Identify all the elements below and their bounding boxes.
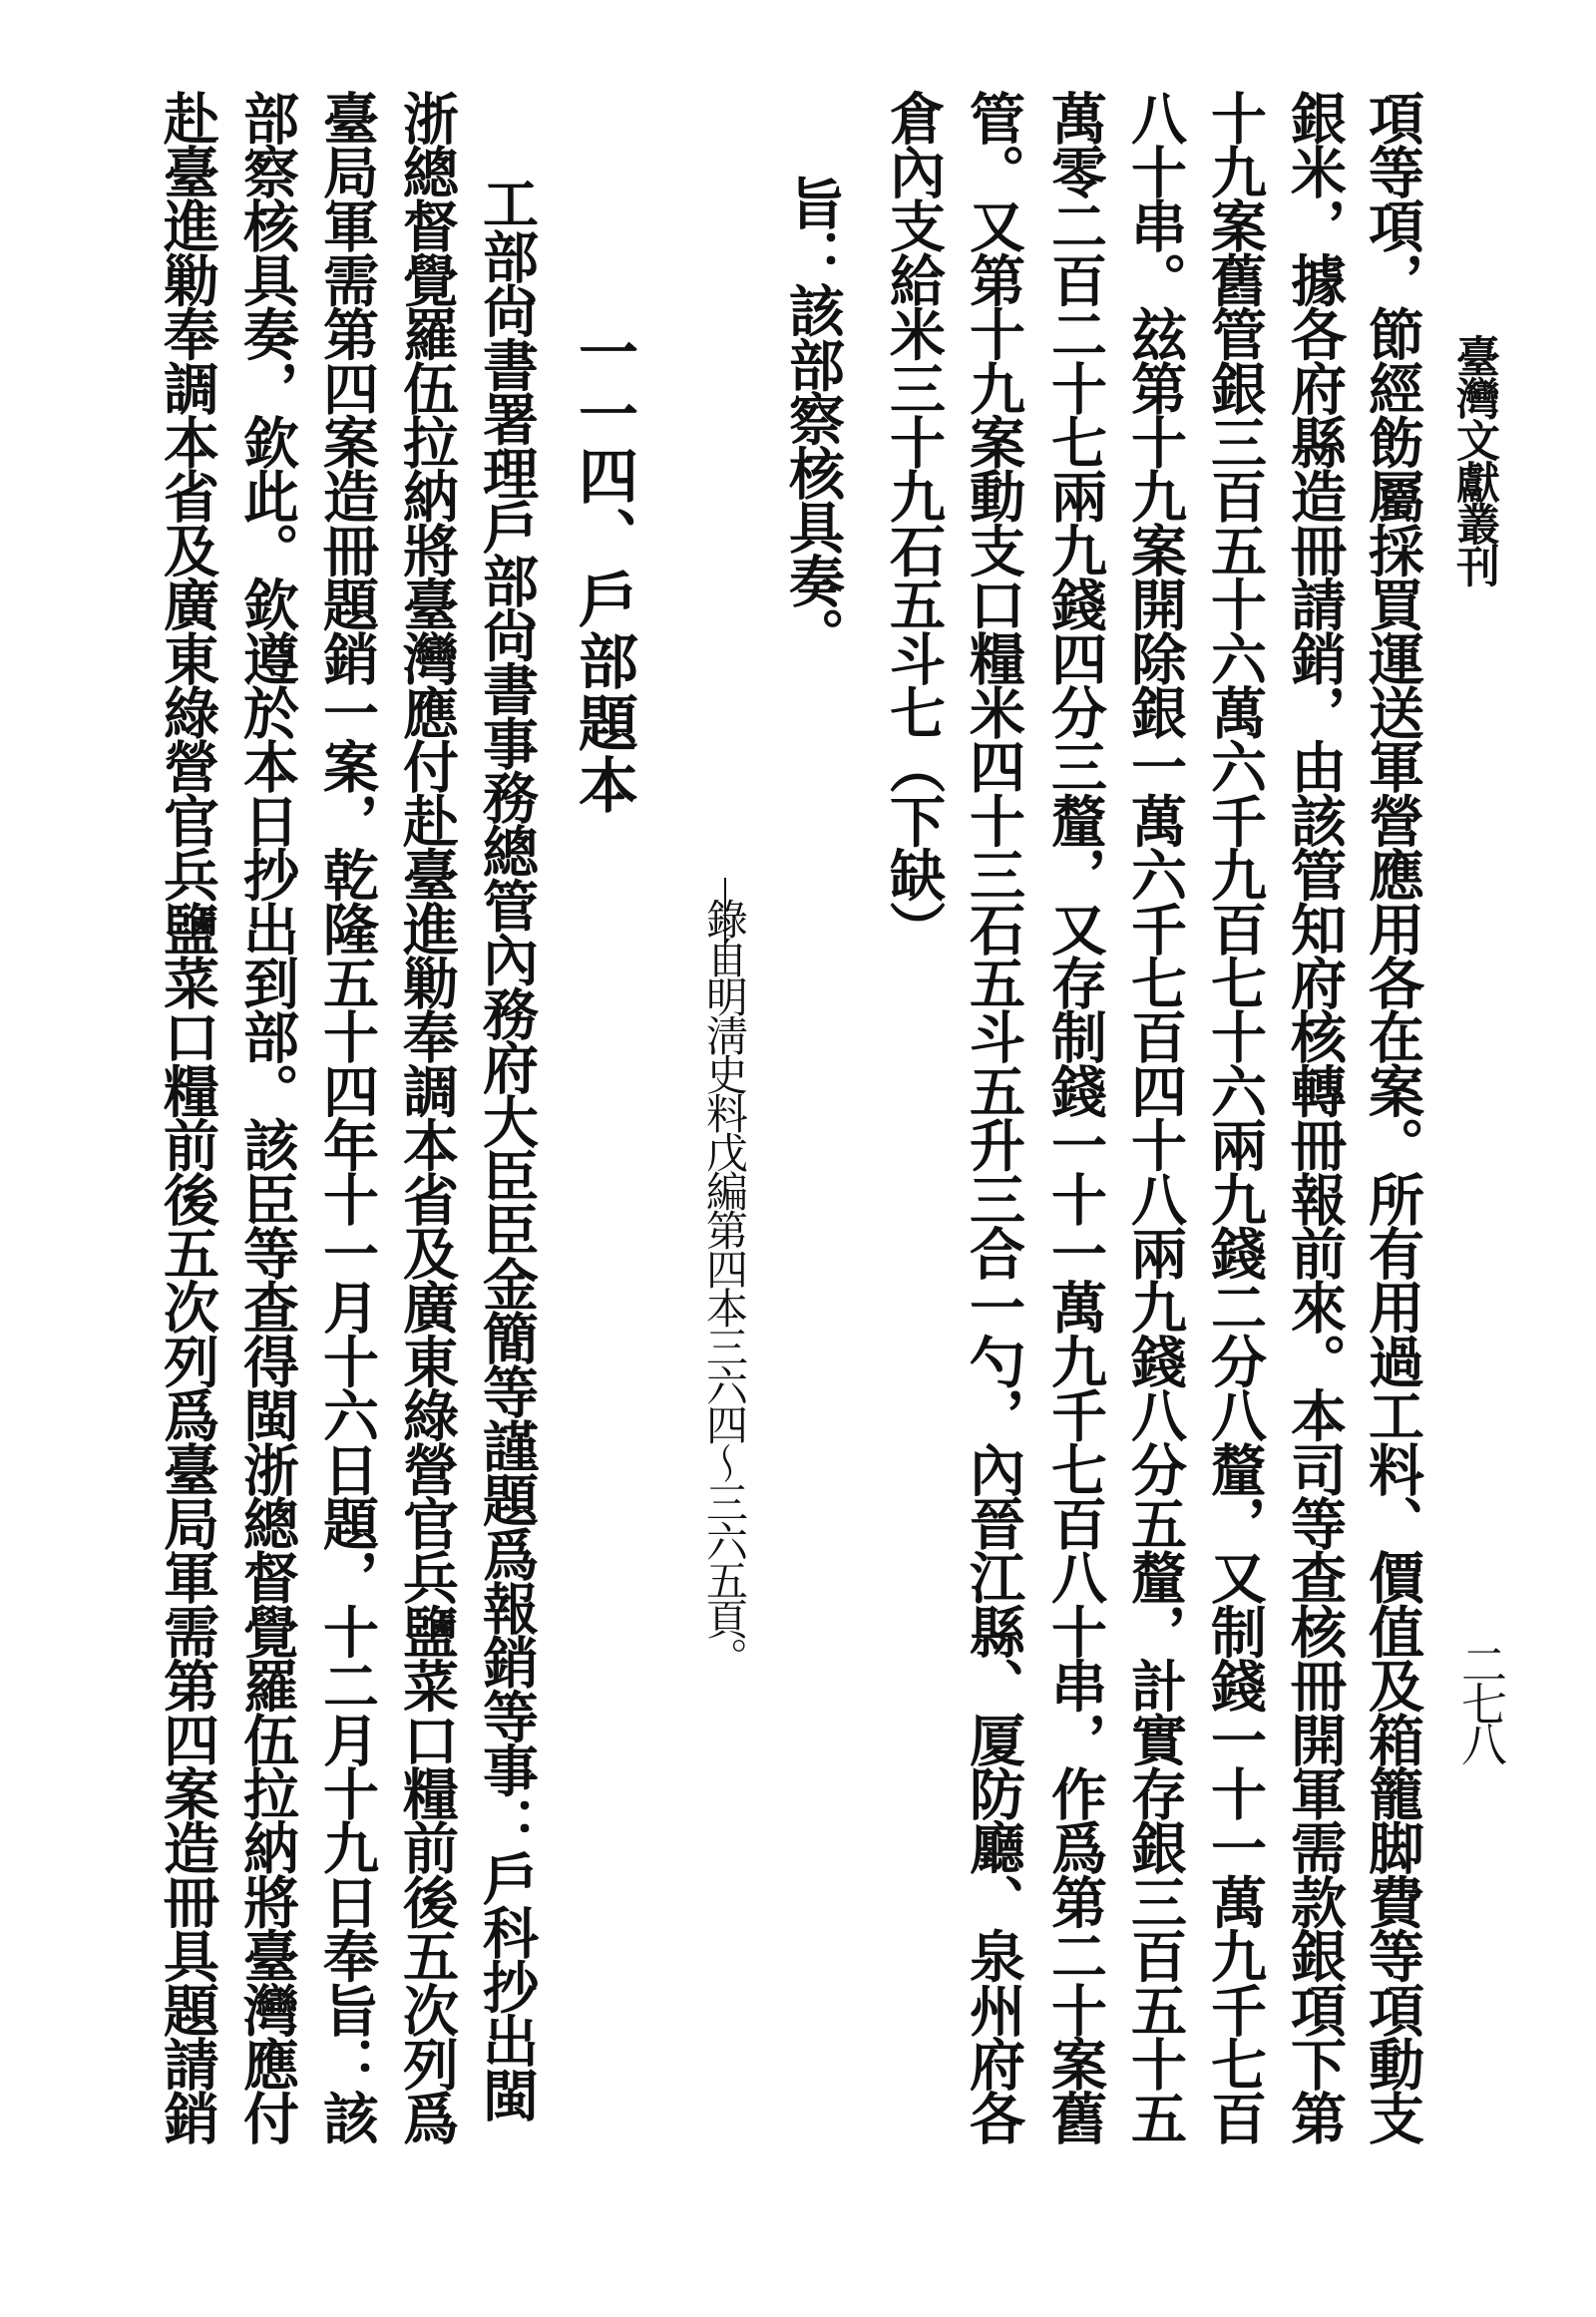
body-text-line: 工部尙書署理戶部尙書事務總管內務府大臣臣金簡等謹題爲報銷等事：戶科抄出閩 <box>474 175 540 2122</box>
page-number: 二七八 <box>1454 1641 1508 1760</box>
text-line: 倉內支給米三十九石五斗七（下缺） <box>881 90 947 956</box>
body-text-line: 部察核具奏，欽此。欽遵於本日抄出到部。該臣等查得閩浙總督覺羅伍拉納將臺灣應付 <box>234 90 300 2144</box>
text-line: 管。又第十九案動支口糧米四十三石五斗五升三合一勺，內晉江縣、厦防廳、泉州府各 <box>961 90 1026 2144</box>
source-note: 錄自明淸史料戊編第四本三六四〜三六五頁。 <box>700 898 749 1676</box>
text-line: 項等項，節經飭屬採買運送軍營應用各在案。所有用過工料、價值及箱籠脚費等項動支 <box>1360 90 1425 2144</box>
text-line: 銀米，據各府縣造冊請銷，由該管知府核轉冊報前來。本司等查核冊開軍需款銀項下第 <box>1282 90 1348 2144</box>
body-text-line: 赴臺進勦奉調本省及廣東綠營官兵鹽菜口糧前後五次列爲臺局軍需第四案造冊具題請銷 <box>155 90 220 2144</box>
section-heading: 一一四、戶部題本 <box>569 321 638 816</box>
text-line: 八十串。玆第十九案開除銀一萬六千七百四十八兩九錢八分五釐，計實存銀三百五十五 <box>1122 90 1188 2144</box>
imperial-edict-line: 旨：該部察核具奏。 <box>780 175 846 661</box>
text-line: 十九案舊管銀三百五十六萬六千九百七十六兩九錢二分八釐，又制錢一十一萬九千七百 <box>1202 90 1268 2144</box>
body-text-line: 臺局軍需第四案造冊題銷一案，乾隆五十四年十一月十六日題，十二月十九日奉旨：該 <box>314 90 380 2144</box>
body-text-line: 浙總督覺羅伍拉納將臺灣應付赴臺進勦奉調本省及廣東綠營官兵鹽菜口糧前後五次列爲 <box>394 90 460 2144</box>
book-title: 臺灣文獻叢刊 <box>1448 334 1499 585</box>
text-line: 萬零二百二十七兩九錢四分三釐，又存制錢一十一萬九千七百八十串，作爲第二十案舊 <box>1042 90 1108 2144</box>
